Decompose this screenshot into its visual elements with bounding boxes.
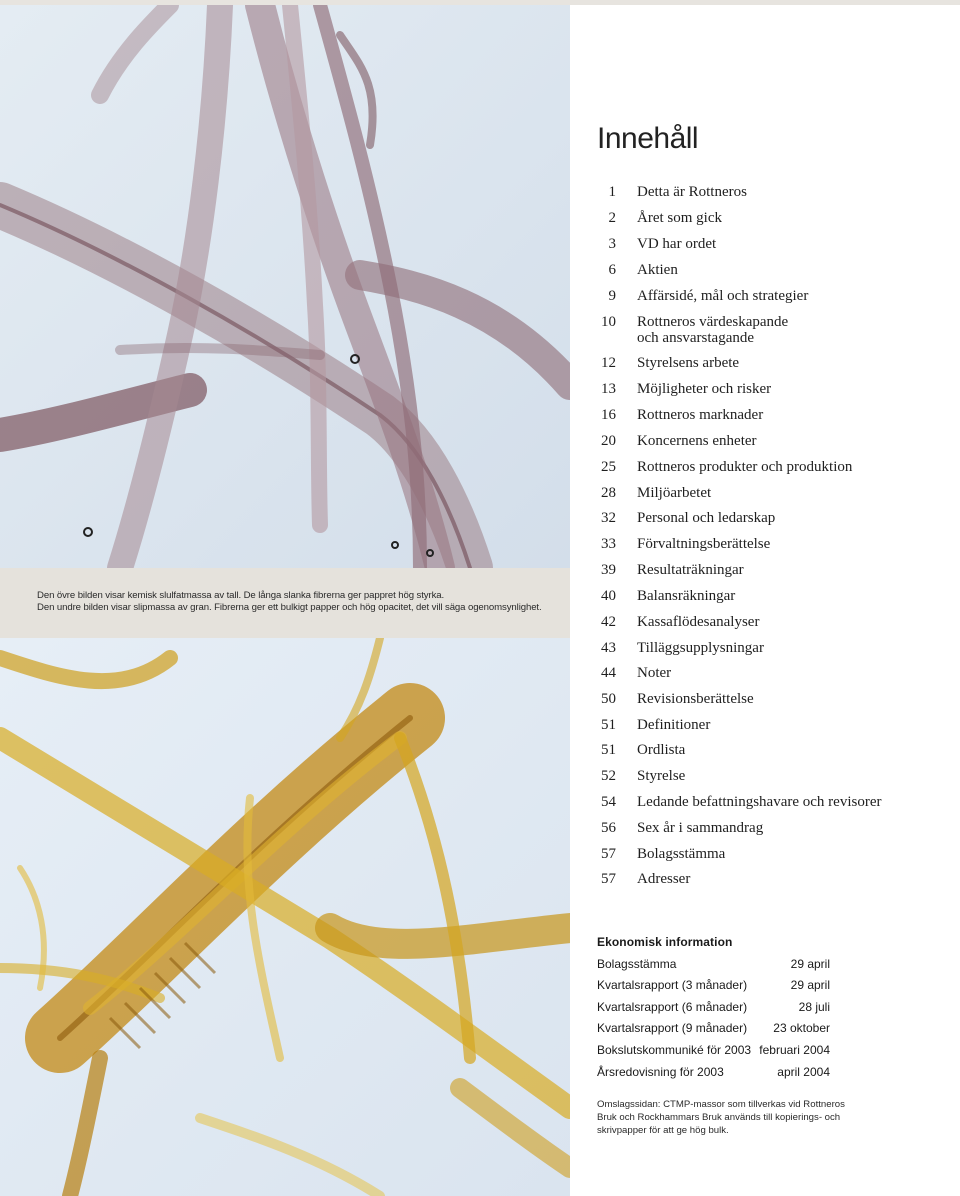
toc-item-label: Definitioner — [637, 717, 711, 733]
toc-page-number: 51 — [601, 742, 616, 758]
toc-page-number: 32 — [601, 510, 616, 526]
micrograph-bottom-image — [0, 638, 570, 1196]
toc-page-number: 57 — [601, 871, 616, 887]
toc-item-label: Styrelsens arbete — [637, 355, 740, 371]
economic-info-label: Kvartalsrapport (3 månader) — [597, 978, 748, 992]
fiber-illustration-bottom — [0, 638, 570, 1196]
toc-item-label: Ordlista — [637, 742, 686, 758]
toc-page-number: 1 — [608, 184, 616, 200]
toc-item-label: Koncernens enheter — [637, 433, 757, 449]
toc-page-number: 3 — [608, 236, 616, 252]
toc-page-number: 10 — [601, 314, 616, 330]
cover-note-line-1: Omslagssidan: CTMP-massor som tillverkas vid Rottneros — [597, 1099, 845, 1110]
toc-item-label: Resultaträkningar — [637, 562, 744, 578]
economic-information — [597, 935, 832, 1079]
toc-item-label: Året som gick — [637, 210, 722, 226]
cover-note-line-2: Bruk och Rockhammars Bruk används till kopierings- och — [597, 1112, 841, 1123]
economic-info-date: april 2004 — [777, 1065, 830, 1079]
caption-line-2: Den undre bilden visar slipmassa av gran. Fibrerna ger ett bulkigt papper och hög opacitet, det vill säga ogenomsynlighet. — [37, 602, 542, 613]
economic-info-label: Årsredovisning för 2003 — [597, 1065, 724, 1079]
caption-line-1: Den övre bilden visar kemisk slulfatmassa av tall. De långa slanka fibrerna ger pappret hög styrka. — [37, 590, 445, 601]
toc-page-number: 50 — [601, 691, 616, 707]
toc-page-number: 40 — [601, 588, 616, 604]
toc-item-label: Adresser — [637, 871, 691, 887]
table-of-contents — [570, 0, 960, 900]
toc-page-number: 2 — [608, 210, 616, 226]
toc-page-number: 16 — [601, 407, 616, 423]
toc-page-number: 56 — [601, 820, 616, 836]
toc-item-label: Miljöarbetet — [637, 485, 712, 501]
economic-info-date: februari 2004 — [759, 1043, 830, 1057]
toc-item-label: Bolagsstämma — [637, 846, 726, 862]
toc-page-number: 28 — [601, 485, 616, 501]
toc-item-label: Kassaflödesanalyser — [637, 614, 760, 630]
cover-note — [597, 1098, 857, 1137]
toc-item-label: Personal och ledarskap — [637, 510, 776, 526]
cover-note-line-3: skrivpapper för att ge hög bulk. — [597, 1125, 729, 1136]
contents-column — [570, 0, 960, 1196]
page-title: Innehåll — [597, 122, 699, 155]
toc-item-label: Rottneros värdeskapande — [637, 314, 789, 330]
toc-item-label: Revisionsberättelse — [637, 691, 754, 707]
economic-info-label: Kvartalsrapport (9 månader) — [597, 1021, 748, 1035]
toc-item-label: Styrelse — [637, 768, 686, 784]
toc-item-label: Noter — [637, 665, 672, 681]
fiber-illustration-top — [0, 5, 570, 568]
toc-item-label: Sex år i sammandrag — [637, 820, 764, 836]
micrograph-top-image — [0, 5, 570, 568]
toc-page-number: 42 — [601, 614, 616, 630]
toc-page-number: 44 — [601, 665, 616, 681]
toc-item-label: Rottneros produkter och produktion — [637, 459, 853, 475]
toc-item-label: Rottneros marknader — [637, 407, 764, 423]
economic-info-label: Kvartalsrapport (6 månader) — [597, 1000, 748, 1014]
economic-info-label: Bolagsstämma — [597, 957, 677, 971]
toc-page-number: 52 — [601, 768, 616, 784]
toc-item-label-continued: och ansvarstagande — [637, 330, 755, 346]
photo-caption — [0, 568, 570, 638]
toc-page-number: 9 — [608, 288, 616, 304]
toc-page-number: 33 — [601, 536, 616, 552]
toc-page-number: 39 — [601, 562, 616, 578]
economic-info-label: Bokslutskommuniké för 2003 — [597, 1043, 752, 1057]
economic-information-heading: Ekonomisk information — [597, 935, 733, 949]
toc-item-label: Ledande befattningshavare och revisorer — [637, 794, 882, 810]
toc-page-number: 12 — [601, 355, 616, 371]
toc-item-label: Aktien — [637, 262, 678, 278]
toc-page-number: 13 — [601, 381, 616, 397]
toc-item-label: Förvaltningsberättelse — [637, 536, 771, 552]
toc-item-label: Affärsidé, mål och strategier — [637, 288, 809, 304]
economic-info-date: 29 april — [790, 978, 830, 992]
toc-page-number: 57 — [601, 846, 616, 862]
economic-info-date: 28 juli — [798, 1000, 830, 1014]
toc-page-number: 25 — [601, 459, 616, 475]
toc-page-number: 43 — [601, 640, 616, 656]
toc-item-label: Möjligheter och risker — [637, 381, 772, 397]
toc-item-label: Detta är Rottneros — [637, 184, 747, 200]
toc-page-number: 54 — [601, 794, 616, 810]
economic-info-date: 29 april — [790, 957, 830, 971]
toc-page-number: 6 — [608, 262, 616, 278]
toc-page-number: 51 — [601, 717, 616, 733]
toc-item-label: Tilläggsupplysningar — [637, 640, 764, 656]
toc-item-label: Balansräkningar — [637, 588, 736, 604]
toc-item-label: VD har ordet — [637, 236, 717, 252]
economic-info-date: 23 oktober — [773, 1021, 830, 1035]
toc-page-number: 20 — [601, 433, 616, 449]
